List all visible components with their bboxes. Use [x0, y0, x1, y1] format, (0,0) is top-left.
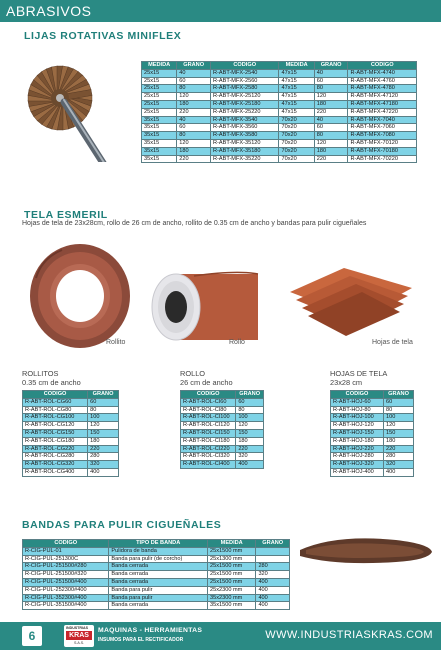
table-cell: R-ABT-MFX-70220 [348, 155, 417, 163]
table-cell: 150 [236, 429, 264, 437]
table-cell: 70x20 [279, 155, 314, 163]
table-cell: Banda cerrada [109, 578, 208, 586]
table-row [23, 461, 119, 469]
table-cell: R-ABT-HOJ-220 [331, 445, 384, 453]
table-cell: R-ABT-HOJ-320 [331, 461, 384, 469]
table-cell: 80 [177, 132, 211, 140]
table-cell: R-CIG-PUL-351500#400 [23, 602, 109, 610]
table-row [23, 586, 290, 594]
website-link[interactable]: WWW.INDUSTRIASKRAS.COM [265, 629, 433, 641]
table-row [331, 445, 414, 453]
table-cell: R-ABT-MFX-4780 [348, 85, 417, 93]
table-cell: 100 [88, 414, 119, 422]
table-cell: 180 [384, 437, 414, 445]
rollitos-subtitle: 0.35 cm de ancho [22, 378, 81, 387]
table-cell: 70x20 [279, 116, 314, 124]
tela-description: Hojas de tela de 23x28cm, rollo de 26 cm de ancho, rollito de 0.35 cm de ancho y bandas para pulir cigueñales [22, 220, 367, 227]
table-cell: R-ABT-MFX-7040 [348, 116, 417, 124]
table-cell: R-ABT-HOJ-60 [331, 398, 384, 406]
table-cell: 25x1300 mm [207, 555, 255, 563]
table-row [181, 453, 264, 461]
table-cell: 40 [314, 116, 348, 124]
table-cell: 100 [236, 414, 264, 422]
table-cell: 400 [256, 578, 290, 586]
table-cell: 47x15 [279, 100, 314, 108]
table-cell: Banda para pulir (de corcho) [109, 555, 208, 563]
table-row [23, 563, 290, 571]
table-cell: R-ABT-MFX-4740 [348, 69, 417, 77]
table-row [142, 155, 417, 163]
table-row [331, 422, 414, 430]
section-title-bandas: BANDAS PARA PULIR CIGUEÑALES [22, 519, 222, 531]
table-cell: 25x15 [142, 100, 177, 108]
table-cell: 80 [384, 406, 414, 414]
table-cell: 120 [88, 422, 119, 430]
col-header: CODIGO [23, 540, 109, 548]
table-cell: 220 [314, 108, 348, 116]
table-cell: 47x15 [279, 77, 314, 85]
table-row [181, 437, 264, 445]
table-cell: R-ABT-ROL-CG280 [23, 453, 88, 461]
banda-image [296, 532, 436, 568]
table-cell: R-ABT-ROL-CG320 [23, 461, 88, 469]
table-cell: 150 [88, 429, 119, 437]
table-cell: 70x20 [279, 132, 314, 140]
table-cell: 220 [177, 108, 211, 116]
table-row [142, 147, 417, 155]
table-cell: 220 [88, 445, 119, 453]
table-cell: 40 [314, 69, 348, 77]
table-cell: 60 [236, 398, 264, 406]
table-header-row [181, 391, 264, 399]
table-cell: R-CIG-PUL-251300C [23, 555, 109, 563]
col-header: GRANO [88, 391, 119, 399]
page-title: ABRASIVOS [6, 3, 92, 19]
table-cell: R-ABT-MFX-70120 [348, 139, 417, 147]
miniflex-wheel-image [24, 52, 134, 162]
table-row [23, 555, 290, 563]
table-cell: 25x15 [142, 77, 177, 85]
table-cell: 180 [177, 100, 211, 108]
table-cell: 320 [236, 453, 264, 461]
table-cell: 25x1500 mm [207, 571, 255, 579]
col-header: MEDIDA [279, 62, 314, 70]
table-cell: 400 [256, 586, 290, 594]
table-cell: R-ABT-ROL-CI180 [181, 437, 236, 445]
table-cell: 60 [177, 77, 211, 85]
table-row [331, 461, 414, 469]
caption-rollito: Rollito [106, 339, 126, 346]
table-cell: R-ABT-MFX-2560 [210, 77, 279, 85]
table-cell: 40 [177, 116, 211, 124]
table-cell: 35x15 [142, 132, 177, 140]
table-row [23, 594, 290, 602]
table-row [23, 578, 290, 586]
table-cell: 120 [236, 422, 264, 430]
table-row [181, 429, 264, 437]
col-header: GRANO [314, 62, 348, 70]
rollitos-heading: ROLLITOS [22, 369, 59, 378]
table-cell: 320 [256, 571, 290, 579]
table-cell: Banda para pulir [109, 586, 208, 594]
hojas-subtitle: 23x28 cm [330, 378, 363, 387]
col-header: MEDIDA [207, 540, 255, 548]
logo-bottom-text: S.A.S. [74, 641, 85, 645]
table-cell: R-ABT-ROL-CI120 [181, 422, 236, 430]
table-row [23, 406, 119, 414]
table-cell: 80 [314, 85, 348, 93]
table-row [23, 422, 119, 430]
table-cell: 25x15 [142, 108, 177, 116]
table-cell: 180 [314, 100, 348, 108]
table-row [181, 445, 264, 453]
table-cell: 80 [177, 85, 211, 93]
table-cell: 180 [236, 437, 264, 445]
table-header-row [23, 391, 119, 399]
table-cell: 120 [177, 139, 211, 147]
table-cell: 35x15 [142, 124, 177, 132]
table-cell: 25x1500 mm [207, 578, 255, 586]
table-cell: R-ABT-MFX-47220 [348, 108, 417, 116]
rollitos-table [22, 390, 119, 477]
table-row [142, 69, 417, 77]
table-cell: R-ABT-ROL-CI80 [181, 406, 236, 414]
table-cell: 180 [177, 147, 211, 155]
table-cell: 35x2300 mm [207, 594, 255, 602]
table-cell: 400 [384, 468, 414, 476]
table-cell: R-ABT-ROL-CG180 [23, 437, 88, 445]
table-cell: 35x15 [142, 139, 177, 147]
table-cell: 280 [256, 563, 290, 571]
table-cell: 60 [88, 398, 119, 406]
table-cell: 25x15 [142, 93, 177, 101]
table-row [331, 453, 414, 461]
table-cell: R-ABT-ROL-CI400 [181, 461, 236, 469]
table-cell: R-ABT-MFX-3560 [210, 124, 279, 132]
col-header: GRANO [384, 391, 414, 399]
table-cell: R-ABT-MFX-2580 [210, 85, 279, 93]
table-cell: R-ABT-ROL-CI150 [181, 429, 236, 437]
table-row [142, 108, 417, 116]
col-header: CODIGO [210, 62, 279, 70]
table-cell: 70x20 [279, 139, 314, 147]
table-cell: Pulidora de banda [109, 547, 208, 555]
table-cell: 100 [384, 414, 414, 422]
table-cell: 400 [256, 602, 290, 610]
caption-hojas: Hojas de tela [372, 339, 413, 346]
table-cell: R-ABT-MFX-35120 [210, 139, 279, 147]
table-row [142, 132, 417, 140]
table-cell: 47x15 [279, 93, 314, 101]
table-cell: 35x15 [142, 116, 177, 124]
table-cell: R-CIG-PUL-01 [23, 547, 109, 555]
hojas-image [284, 262, 414, 342]
table-row [142, 100, 417, 108]
table-row [142, 116, 417, 124]
table-cell: 120 [384, 422, 414, 430]
lijas-table [141, 61, 417, 163]
table-cell: R-ABT-MFX-25120 [210, 93, 279, 101]
footer-line2: INSUMOS PARA EL RECTIFICADOR [98, 637, 184, 643]
table-cell: 120 [314, 139, 348, 147]
table-cell: 35x15 [142, 155, 177, 163]
table-cell: 40 [177, 69, 211, 77]
table-cell: R-CIG-PUL-251500#280 [23, 563, 109, 571]
table-row [142, 77, 417, 85]
header-bar [0, 0, 441, 22]
table-cell: R-ABT-MFX-7060 [348, 124, 417, 132]
table-cell: R-ABT-MFX-7080 [348, 132, 417, 140]
col-header: CODIGO [348, 62, 417, 70]
table-cell: Banda cerrada [109, 571, 208, 579]
table-header-row [331, 391, 414, 399]
table-cell: 180 [88, 437, 119, 445]
rollo-table [180, 390, 264, 469]
table-cell: 70x20 [279, 147, 314, 155]
table-row [331, 414, 414, 422]
table-cell: 400 [88, 468, 119, 476]
table-cell: R-CIG-PUL-252300#400 [23, 586, 109, 594]
rollo-title [180, 369, 233, 387]
hojas-title [330, 369, 387, 387]
table-cell: R-ABT-MFX-4760 [348, 77, 417, 85]
table-cell: R-ABT-MFX-2540 [210, 69, 279, 77]
table-cell: R-ABT-MFX-3580 [210, 132, 279, 140]
table-cell: R-ABT-MFX-35220 [210, 155, 279, 163]
table-cell: 400 [256, 594, 290, 602]
table-row [23, 453, 119, 461]
rollitos-title [22, 369, 81, 387]
table-cell: 25x2300 mm [207, 586, 255, 594]
table-cell: R-ABT-ROL-CI320 [181, 453, 236, 461]
table-cell: R-ABT-ROL-CG120 [23, 422, 88, 430]
table-row [331, 429, 414, 437]
table-cell: 47x15 [279, 69, 314, 77]
table-row [181, 406, 264, 414]
col-header: GRANO [256, 540, 290, 548]
table-row [181, 414, 264, 422]
table-cell: R-ABT-MFX-35180 [210, 147, 279, 155]
table-cell: R-ABT-HOJ-400 [331, 468, 384, 476]
table-cell: R-ABT-MFX-25220 [210, 108, 279, 116]
table-cell: 35x1500 mm [207, 602, 255, 610]
table-row [142, 85, 417, 93]
table-cell: R-ABT-HOJ-180 [331, 437, 384, 445]
table-cell: 280 [384, 453, 414, 461]
table-cell: 47x15 [279, 108, 314, 116]
table-cell: 80 [314, 132, 348, 140]
table-cell: 60 [314, 77, 348, 85]
col-header: GRANO [177, 62, 211, 70]
table-cell: 60 [314, 124, 348, 132]
table-cell: Banda para pulir [109, 594, 208, 602]
table-header-row [142, 62, 417, 70]
table-row [331, 437, 414, 445]
table-cell: R-ABT-ROL-CI100 [181, 414, 236, 422]
table-cell: R-ABT-ROL-CG80 [23, 406, 88, 414]
table-cell: R-CIG-PUL-251500#400 [23, 578, 109, 586]
table-cell: 60 [384, 398, 414, 406]
table-cell: 220 [236, 445, 264, 453]
table-cell: R-ABT-MFX-47180 [348, 100, 417, 108]
table-cell: 220 [384, 445, 414, 453]
table-cell: 70x20 [279, 124, 314, 132]
table-cell: 25x15 [142, 85, 177, 93]
col-header: CODIGO [23, 391, 88, 399]
caption-rollo: Rollo [229, 339, 245, 346]
bandas-table [22, 539, 290, 610]
table-cell: 400 [236, 461, 264, 469]
table-cell: 80 [236, 406, 264, 414]
table-cell [256, 547, 290, 555]
table-row [23, 547, 290, 555]
col-header: CODIGO [331, 391, 384, 399]
kras-logo [64, 625, 94, 647]
table-cell: R-ABT-HOJ-280 [331, 453, 384, 461]
table-cell: 25x15 [142, 69, 177, 77]
table-cell: R-ABT-MFX-25180 [210, 100, 279, 108]
footer-line1: MAQUINAS - HERRAMIENTAS [98, 627, 203, 634]
hojas-heading: HOJAS DE TELA [330, 369, 388, 378]
table-cell: 25x1500 mm [207, 547, 255, 555]
table-row [331, 468, 414, 476]
table-row [23, 414, 119, 422]
table-row [23, 445, 119, 453]
table-cell: R-CIG-PUL-251500#320 [23, 571, 109, 579]
table-row [23, 468, 119, 476]
table-cell: R-CIG-PUL-352300#400 [23, 594, 109, 602]
table-cell [256, 555, 290, 563]
table-row [142, 139, 417, 147]
rollo-image [146, 266, 266, 352]
table-cell: R-ABT-ROL-CG150 [23, 429, 88, 437]
col-header: TIPO DE BANDA [109, 540, 208, 548]
col-header: CODIGO [181, 391, 236, 399]
table-cell: Banda cerrada [109, 602, 208, 610]
table-cell: 47x15 [279, 85, 314, 93]
table-cell: 280 [88, 453, 119, 461]
table-cell: R-ABT-ROL-CG220 [23, 445, 88, 453]
table-cell: 120 [177, 93, 211, 101]
table-row [23, 602, 290, 610]
table-cell: R-ABT-ROL-CG60 [23, 398, 88, 406]
table-cell: R-ABT-ROL-CI60 [181, 398, 236, 406]
table-cell: Banda cerrada [109, 563, 208, 571]
table-cell: 120 [314, 93, 348, 101]
table-cell: R-ABT-MFX-3540 [210, 116, 279, 124]
table-cell: R-ABT-HOJ-120 [331, 422, 384, 430]
table-row [181, 422, 264, 430]
table-row [23, 429, 119, 437]
table-cell: R-ABT-HOJ-150 [331, 429, 384, 437]
logo-brand: KRAS [66, 631, 92, 640]
table-row [331, 398, 414, 406]
table-cell: 25x1500 mm [207, 563, 255, 571]
table-cell: R-ABT-MFX-70180 [348, 147, 417, 155]
table-cell: R-ABT-ROL-CG400 [23, 468, 88, 476]
rollo-heading: ROLLO [180, 369, 206, 378]
table-cell: 60 [177, 124, 211, 132]
page-number: 6 [22, 626, 42, 646]
table-cell: 220 [314, 155, 348, 163]
table-row [331, 406, 414, 414]
section-title-lijas: LIJAS ROTATIVAS MINIFLEX [24, 30, 182, 42]
table-row [142, 124, 417, 132]
section-title-tela: TELA ESMERIL [24, 209, 108, 221]
table-cell: R-ABT-ROL-CI220 [181, 445, 236, 453]
rollo-subtitle: 26 cm de ancho [180, 378, 233, 387]
table-header-row [23, 540, 290, 548]
col-header: GRANO [236, 391, 264, 399]
table-cell: 35x15 [142, 147, 177, 155]
table-cell: R-ABT-MFX-47120 [348, 93, 417, 101]
table-cell: R-ABT-HOJ-80 [331, 406, 384, 414]
table-cell: 150 [384, 429, 414, 437]
logo-top-text: INDUSTRIAS [66, 626, 88, 630]
table-cell: 320 [384, 461, 414, 469]
table-cell: R-ABT-HOJ-100 [331, 414, 384, 422]
table-row [142, 93, 417, 101]
table-row [181, 398, 264, 406]
table-cell: R-ABT-ROL-CG100 [23, 414, 88, 422]
table-row [181, 461, 264, 469]
table-cell: 320 [88, 461, 119, 469]
table-cell: 220 [177, 155, 211, 163]
hojas-table [330, 390, 414, 477]
table-row [23, 571, 290, 579]
table-cell: 180 [314, 147, 348, 155]
col-header: MEDIDA [142, 62, 177, 70]
table-cell: 80 [88, 406, 119, 414]
table-row [23, 398, 119, 406]
table-row [23, 437, 119, 445]
